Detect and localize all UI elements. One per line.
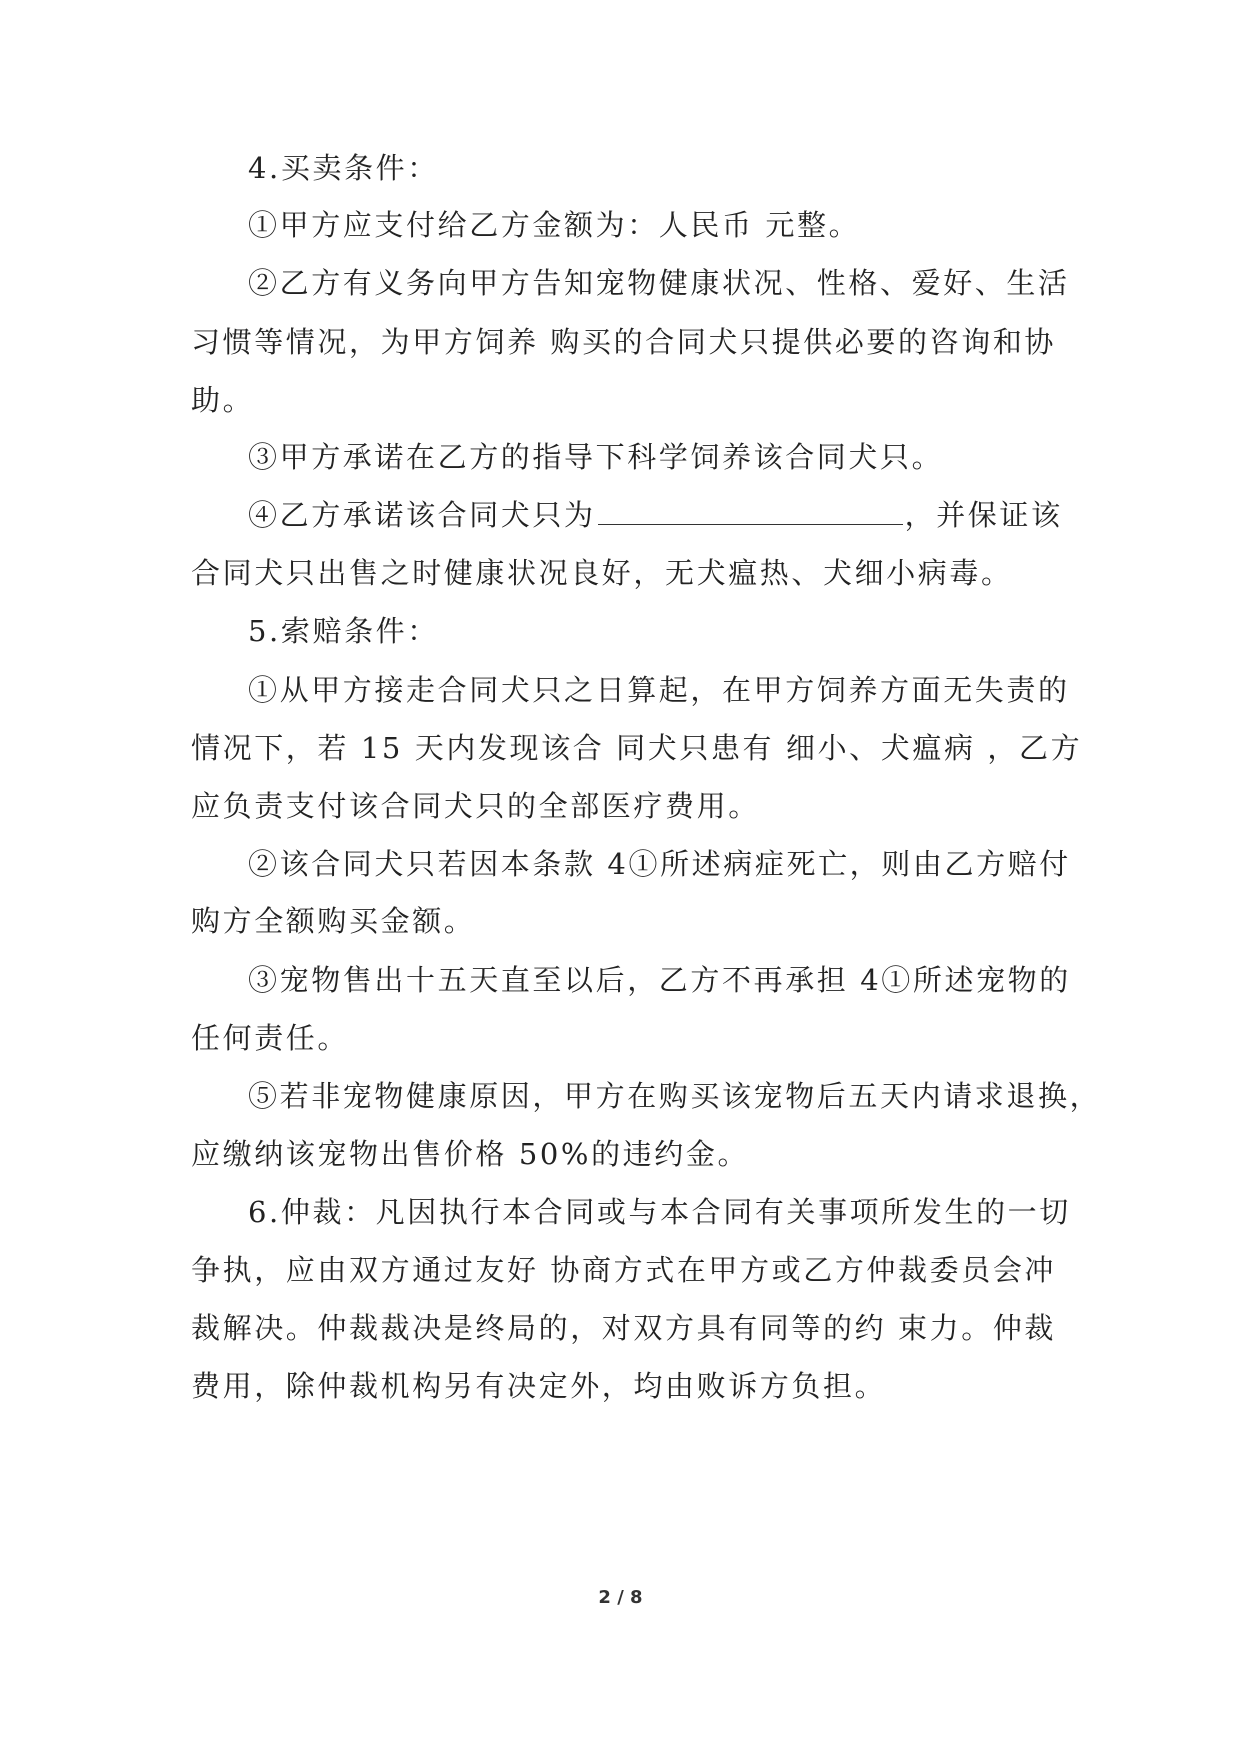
arbitration-line1: 6.仲裁：凡因执行本合同或与本合同有关事项所发生的一切 — [248, 1195, 1071, 1229]
claim-3-line1: ③宠物售出十五天直至以后，乙方不再承担 4①所述宠物的 — [248, 963, 1071, 997]
arbitration-line4: 费用，除仲裁机构另有决定外，均由败诉方负担。 — [191, 1369, 887, 1403]
clause-guarantee-text-b: ，并保证该 — [904, 498, 1063, 532]
clause-payment: ①甲方应支付给乙方金额为：人民币 元整。 — [248, 208, 861, 242]
clause-inform-line1: ②乙方有义务向甲方告知宠物健康状况、性格、爱好、生活 — [248, 266, 1070, 300]
arbitration-line3: 裁解决。仲裁裁决是终局的，对双方具有同等的约 束力。仲裁 — [191, 1311, 1057, 1345]
clause-guarantee-line2: 合同犬只出售之时健康状况良好，无犬瘟热、犬细小病毒。 — [191, 556, 1013, 590]
clause-guarantee-line1 — [248, 495, 1063, 535]
claim-3-line2: 任何责任。 — [191, 1021, 350, 1055]
claim-2-line2: 购方全额购买金额。 — [191, 904, 476, 938]
claim-1-line2: 情况下，若 15 天内发现该合 同犬只患有 细小、犬瘟病 ，乙方 — [191, 731, 1083, 765]
clause-inform-line3: 助。 — [191, 383, 255, 417]
claim-2-line1: ②该合同犬只若因本条款 4①所述病症死亡，则由乙方赔付 — [248, 847, 1071, 881]
claim-1-line3: 应负责支付该合同犬只的全部医疗费用。 — [191, 789, 760, 823]
claim-5-line1: ⑤若非宠物健康原因，甲方在购买该宠物后五天内请求退换， — [248, 1079, 1102, 1113]
clause-guarantee-text-a: ④乙方承诺该合同犬只为 — [248, 498, 596, 532]
claim-5-line2: 应缴纳该宠物出售价格 50%的违约金。 — [191, 1137, 750, 1171]
page-number: 2 / 8 — [598, 1587, 643, 1608]
claim-1-line1: ①从甲方接走合同犬只之日算起，在甲方饲养方面无失责的 — [248, 673, 1070, 707]
clause-feeding: ③甲方承诺在乙方的指导下科学饲养该合同犬只。 — [248, 440, 944, 474]
arbitration-line2: 争执，应由双方通过友好 协商方式在甲方或乙方仲裁委员会冲 — [191, 1253, 1057, 1287]
section-heading-terms: 4.买卖条件： — [248, 151, 439, 185]
section-heading-claims: 5.索赔条件： — [248, 614, 439, 648]
fill-in-blank — [598, 498, 903, 525]
clause-inform-line2: 习惯等情况，为甲方饲养 购买的合同犬只提供必要的咨询和协 — [191, 325, 1057, 359]
